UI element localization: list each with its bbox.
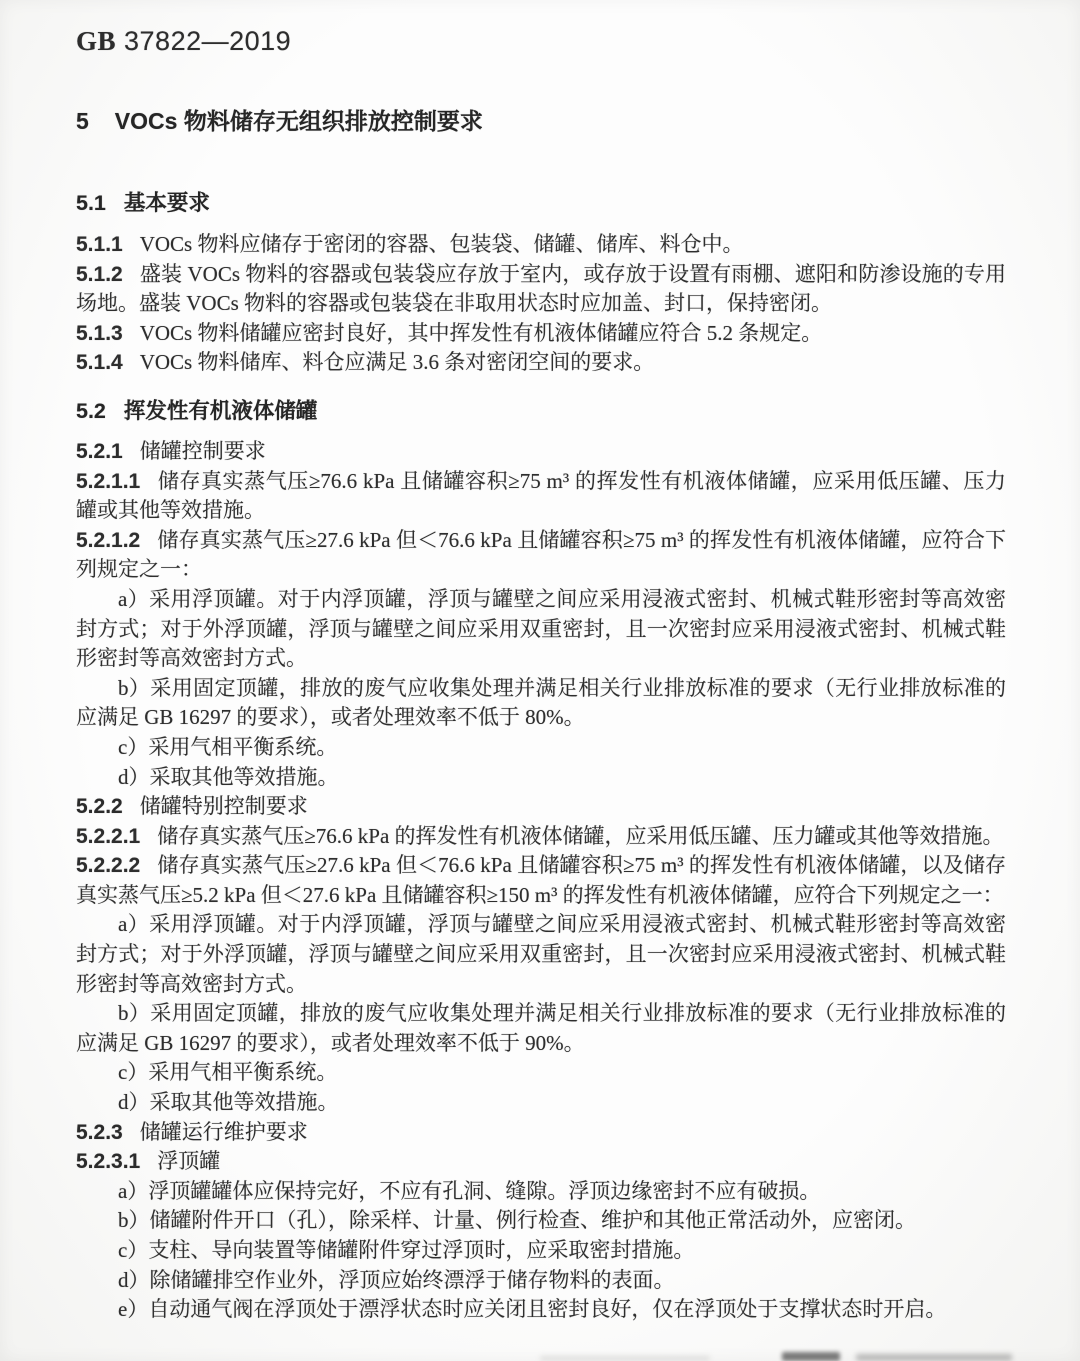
list-item-text: c）支柱、导向装置等储罐附件穿过浮顶时，应采取密封措施。 [118,1238,695,1262]
clause-5-1-3 [76,319,1006,349]
clause-text: VOCs 物料储罐应密封良好，其中挥发性有机液体储罐应符合 5.2 条规定。 [139,320,823,345]
cutoff-next-line-fragment [540,1356,710,1361]
standard-prefix: GB [76,26,117,56]
standard-code: 37822—2019 [124,26,292,56]
clause-5-2-1-2 [76,526,1006,585]
cutoff-next-line-fragment [856,1354,1012,1361]
list-item-text: c）采用气相平衡系统。 [118,734,338,759]
list-item-5-2-2-2-a [76,910,1006,999]
section-heading-5-2-3-1 [76,1147,1006,1177]
list-item-5-2-3-1-a [76,1177,1006,1207]
clause-text: VOCs 物料应储存于密闭的容器、包装袋、储罐、储库、料仓中。 [139,232,744,256]
clause-number: 5.1.1 [76,233,123,256]
section-heading-5-2-1 [76,437,1006,467]
list-item-5-2-3-1-b [76,1206,1006,1236]
chapter-title: VOCs 物料储存无组织排放控制要求 [114,108,483,134]
section-5-2-title: 挥发性有机液体储罐 [123,398,318,423]
clause-number: 5.1.4 [76,351,123,375]
list-item-5-2-3-1-c [76,1236,1006,1266]
list-item-5-2-1-2-b [76,674,1006,733]
section-5-1-title: 基本要求 [123,191,210,215]
list-item-5-2-1-2-c [76,733,1006,763]
list-item-text: c）采用气相平衡系统。 [118,1060,338,1085]
section-5-1-number: 5.1 [76,191,106,215]
list-item-5-2-2-2-d [76,1088,1006,1118]
clause-text: 储存真实蒸气压≥27.6 kPa 但＜76.6 kPa 且储罐容积≥75 m³ 的挥发性有机液体储罐，以及储存真实蒸气压≥5.2 kPa 但＜27.6 kPa 且储罐容积≥150 m³ 的挥发性有机液体储罐，应符合下列规定之一： [76,853,1006,907]
list-item-5-2-1-2-d [76,763,1006,793]
list-item-text: b）储罐附件开口（孔），除采样、计量、例行检查、维护和其他正常活动外，应密闭。 [118,1208,916,1233]
clause-text: 盛装 VOCs 物料的容器或包装袋应存放于室内，或存放于设置有雨棚、遮阳和防渗设施的专用场地。盛装 VOCs 物料的容器或包装袋在非取用状态时应加盖、封口，保持密闭。 [76,261,1006,316]
section-5-2-2-number: 5.2.2 [76,795,123,819]
clause-text: 储存真实蒸气压≥76.6 kPa 的挥发性有机液体储罐，应采用低压罐、压力罐或其他等效措施。 [157,823,1004,848]
section-heading-5-1 [76,186,1006,217]
section-5-2-3-number: 5.2.3 [76,1120,123,1144]
list-item-text: b）采用固定顶罐，排放的废气应收集处理并满足相关行业排放标准的要求（无行业排放标准的应满足 GB 16297 的要求），或者处理效率不低于 90%。 [76,1001,1006,1055]
section-5-2-3-title: 储罐运行维护要求 [139,1120,308,1144]
clause-number: 5.1.3 [76,321,123,345]
list-item-5-2-1-2-a [76,585,1006,674]
list-item-text: d）采取其他等效措施。 [118,1090,339,1115]
section-heading-5-2-3 [76,1118,1006,1148]
clause-5-2-2-2 [76,851,1006,910]
list-item-5-2-3-1-d [76,1266,1006,1296]
section-5-2-number: 5.2 [76,398,106,423]
clause-5-1-1 [76,230,1006,260]
clause-text: 储存真实蒸气压≥76.6 kPa 且储罐容积≥75 m³ 的挥发性有机液体储罐，应采用低压罐、压力罐或其他等效措施。 [76,468,1006,523]
section-5-2-3-1-title: 浮顶罐 [157,1150,221,1174]
chapter-number: 5 [76,108,89,134]
section-heading-5-2 [76,394,1006,425]
list-item-text: e）自动通气阀在浮顶处于漂浮状态时应关闭且密封良好，仅在浮顶处于支撑状态时开启。 [118,1297,947,1322]
list-item-text: a）采用浮顶罐。对于内浮顶罐，浮顶与罐壁之间应采用浸液式密封、机械式鞋形密封等高效密封方式；对于外浮顶罐，浮顶与罐壁之间应采用双重密封，且一次密封应采用浸液式密封、机械式鞋形密封等高效密封方式。 [76,912,1006,996]
clause-number: 5.1.2 [76,262,123,286]
list-item-text: a）浮顶罐罐体应保持完好，不应有孔洞、缝隙。浮顶边缘密封不应有破损。 [118,1178,821,1203]
list-item-text: d）采取其他等效措施。 [118,764,339,789]
clause-5-1-4 [76,348,1006,378]
clause-text: 储存真实蒸气压≥27.6 kPa 但＜76.6 kPa 且储罐容积≥75 m³ 的挥发性有机液体储罐，应符合下列规定之一： [76,527,1006,582]
chapter-heading [76,103,1006,136]
list-item-5-2-2-2-c [76,1058,1006,1088]
list-item-5-2-2-2-b [76,999,1006,1058]
list-item-text: a）采用浮顶罐。对于内浮顶罐，浮顶与罐壁之间应采用浸液式密封、机械式鞋形密封等高效密封方式；对于外浮顶罐，浮顶与罐壁之间应采用双重密封，且一次密封应采用浸液式密封、机械式鞋形密封等高效密封方式。 [76,586,1006,671]
section-5-2-1-title: 储罐控制要求 [139,439,266,463]
clause-number: 5.2.2.2 [76,854,141,878]
clause-number: 5.2.1.2 [76,528,141,552]
clause-number: 5.2.2.1 [76,824,141,848]
standard-number [76,26,1006,57]
section-5-2-1-number: 5.2.1 [76,439,123,463]
section-5-2-3-1-number: 5.2.3.1 [76,1150,141,1174]
cutoff-next-line-fragment [782,1352,840,1361]
list-item-5-2-3-1-e [76,1295,1006,1325]
list-item-text: b）采用固定顶罐，排放的废气应收集处理并满足相关行业排放标准的要求（无行业排放标准的应满足 GB 16297 的要求），或者处理效率不低于 80%。 [76,675,1006,730]
clause-5-2-2-1 [76,822,1006,852]
clause-text: VOCs 物料储库、料仓应满足 3.6 条对密闭空间的要求。 [139,350,655,375]
section-heading-5-2-2 [76,792,1006,822]
clause-5-2-1-1 [76,467,1006,526]
clause-number: 5.2.1.1 [76,469,141,493]
section-5-2-2-title: 储罐特别控制要求 [139,795,308,819]
list-item-text: d）除储罐排空作业外，浮顶应始终漂浮于储存物料的表面。 [118,1267,675,1292]
clause-5-1-2 [76,260,1006,319]
